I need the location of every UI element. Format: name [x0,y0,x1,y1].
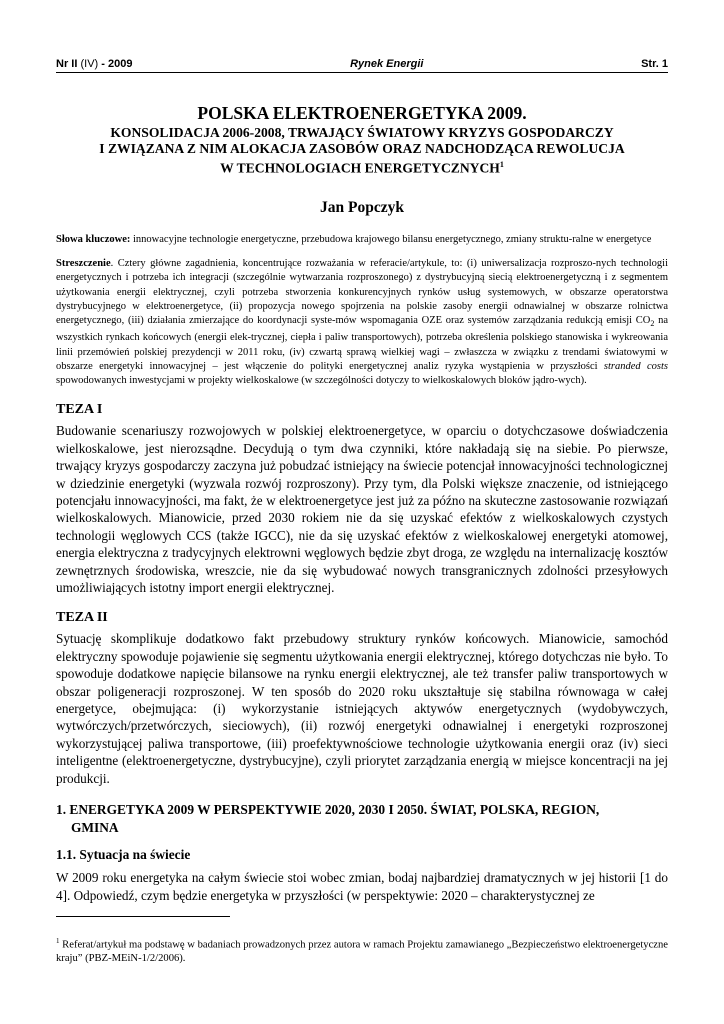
subtitle-line-3: W TECHNOLOGIACH ENERGETYCZNYCH$^1$ [220,160,504,176]
teza-2-text: Sytuację skomplikuje dodatkowo fakt przebudowy struktury rynków końcowych. Mianowicie, samochód elektryczny spowoduje pojawienie się segmentu użytkowania energii elektrycznej, którego dotychczas nie było. To spowoduje dodatkowe napięcie bilansowe na rynku energii elektrycznej, ale też transfer paliw transportowych w obszar poligeneracji rozproszonej. W ten sposób do 2020 roku ukształtuje się stabilna równowaga w całej energetyce, obejmująca: (i) wykorzystanie istniejących aktywów energetycznych (wydobywczych, wytwórczych/przetwórczych, sieciowych), (ii) rozwój energetyki odnawialnej i energetyki rozproszonej wykorzystującej paliwa transportowe, (iii) proefektywnościowe technologie użytkowania energii oraz (iv) sieci inteligentne (elektroenergetyczne, dystrybucyjne), czyli priorytet zarządzania energią w miejsce koncentracji na jej produkcji. [56,631,668,786]
page-number: Str. 1 [641,58,668,70]
section-1-1-heading: 1.1. Sytuacja na świecie [56,847,191,863]
journal-name: Rynek Energii [350,58,424,70]
author-name: Jan Popczyk [320,198,404,216]
chapter-1-heading: 1. ENERGETYKA 2009 W PERSPEKTYWIE 2020, 2030 I 2050. ŚWIAT, POLSKA, REGION, GMINA [56,802,600,836]
abstract-label: Streszczenie [56,258,111,270]
paper-title: POLSKA ELEKTROENERGETYKA 2009. [197,103,527,123]
page-body [56,58,668,904]
subtitle-line-1: KONSOLIDACJA 2006-2008, TRWAJĄCY ŚWIATOWY KRYZYS GOSPODARCZY [110,125,614,140]
keywords [56,233,668,247]
keywords-text: innowacyjne technologie energetyczne, przebudowa krajowego bilansu energetycznego, zmiany struktu-ralne w energetyce [133,233,652,245]
running-header [56,58,668,73]
teza-1-heading: TEZA I [56,402,103,418]
section-1-1-text: W 2009 roku energetyka na całym świecie stoi wobec zmian, bodaj najbardziej dramatycznych w jej historii [1 do 4]. Odpowiedź, czym będzie energetyka w przyszłości (w perspektywie: 2020 – charakterystycznej ze [56,870,668,903]
paper-subtitle [56,125,668,177]
abstract: Streszczenie. Cztery główne zagadnienia, koncentrujące rozważania w referacie/artykule, to: (i) uniwersalizacja rozproszo-nych technologii energetycznych i potrzeba ich integracji (szczególnie wytwarzania rozproszonego) z dystrybucyjną siecią elektroenergetyczną i z segmentem użytkowania energii elektrycznej, czyli potrzeba stworzenia konkurencyjnych rynków usług systemowych, w obszarze operatorstwa dystrybucyjnego w elektroenergetyce, (ii) propozycja nowego spojrzenia na polskie zasoby energii odnawialnej w obszarze rolnictwa energetycznego, (iii) działania zmierzające do koordynacji syste-mów wspomagania OZE oraz systemów zarządzania redukcją emisji $CO_2$ na wszystkich rynkach końcowych (energii elek-trycznej, ciepła i paliw transportowych), potrzeba określenia polskiego stanowiska i wykreowania linii przemówień polskiej prezydencji w 2011 roku, (iv) czwartą sprawą wielkiej wagi – zwłaszcza w związku z trendami światowymi w obszarze energetyki innowacyjnej – jest włączenie do polityki energetycznej analiz ryzyka wystąpienia w przyszłości stranded costs spowodowanych inwestycjami w projekty wielkoskalowe (w szczególności dotyczy to wielkoskalowych bloków jądro-wych). [56,258,668,387]
keywords-label: Słowa kluczowe: [56,233,131,245]
issue-number: Nr II (IV) - 2009 [56,58,133,70]
footnote: $^1$ Referat/artykuł ma podstawę w badaniach prowadzonych przez autora w ramach Projektu zamawianego „Bezpieczeństwo elektroenergetyczne kraju” (PBZ-MEiN-1/2/2006). [56,936,668,965]
teza-2-heading: TEZA II [56,610,108,626]
teza-1-text: Budowanie scenariuszy rozwojowych w polskiej elektroenergetyce, w oparciu o dotychczasowe doświadczenia wielkoskalowe, jest nierozsądne. Decydują o tym dwa czynniki, które nakładają się na siebie. Po pierwsze, trwający kryzys gospodarczy zaczyna już pobudzać istniejący na świecie potencjał innowacyjności technologicznej w dziedzinie energetyki (wyzwala rozwój rozproszony). Przy tym, dla Polski większe znaczenie, od istniejącego potencjału innowacyjności, ma fakt, że w elektroenergetyce jest już za późno na skuteczne zastosowanie rozwiązań wielkoskalowych. Mianowicie, przed 2030 rokiem nie da się uzyskać efektów z wielkoskalowych czystych technologii węglowych CCS (także IGCC), nie da się uzyskać efektów z wielkoskalowej energetyki atomowej, energia elektryczna z tradycyjnych elektrowni węglowych będzie zbyt droga, ze względu na internalizację kosztów zewnętrznych środowiska, wreszcie, nie da się wybudować nowych transgranicznych zdolności przesyłowych umożliwiających istotny import energii elektrycznej. [56,423,668,596]
subtitle-line-2: I ZWIĄZANA Z NIM ALOKACJA ZASOBÓW ORAZ NADCHODZĄCA REWOLUCJA [99,141,625,156]
footnote-mark: 1 [499,160,504,169]
footnote-separator [56,916,230,917]
